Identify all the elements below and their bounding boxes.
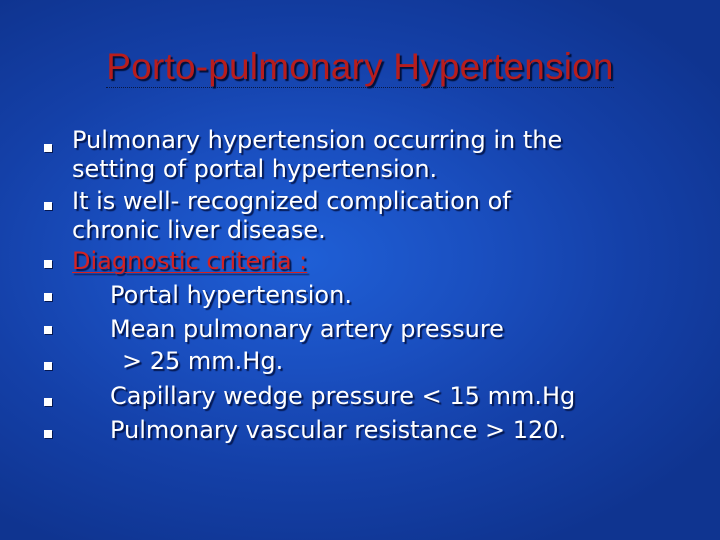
diagnostic-criteria-link[interactable]: Diagnostic criteria : xyxy=(72,247,308,275)
square-bullet-icon xyxy=(44,362,52,370)
bullet-text-line: Mean pulmonary artery pressure xyxy=(110,315,504,343)
bullet-text-line: Portal hypertension. xyxy=(110,281,352,309)
square-bullet-icon xyxy=(44,293,52,301)
square-bullet-icon xyxy=(44,260,52,268)
slide-title-text: Porto-pulmonary Hypertension xyxy=(106,46,614,87)
bullet-text-line: chronic liver disease. xyxy=(72,216,326,244)
bullet-text-line: > 25 mm.Hg. xyxy=(122,347,284,375)
bullet-text-line: setting of portal hypertension. xyxy=(72,155,438,183)
square-bullet-icon xyxy=(44,398,52,406)
square-bullet-icon xyxy=(44,144,52,152)
square-bullet-icon xyxy=(44,430,52,438)
square-bullet-icon xyxy=(44,202,52,210)
slide-title xyxy=(0,46,720,88)
bullet-text-line: It is well- recognized complication of xyxy=(72,187,511,215)
bullet-text-line: Capillary wedge pressure < 15 mm.Hg xyxy=(110,382,576,410)
square-bullet-icon xyxy=(44,326,52,334)
bullet-text-line: Pulmonary vascular resistance > 120. xyxy=(110,416,567,444)
bullet-text-line: Pulmonary hypertension occurring in the xyxy=(72,126,563,154)
